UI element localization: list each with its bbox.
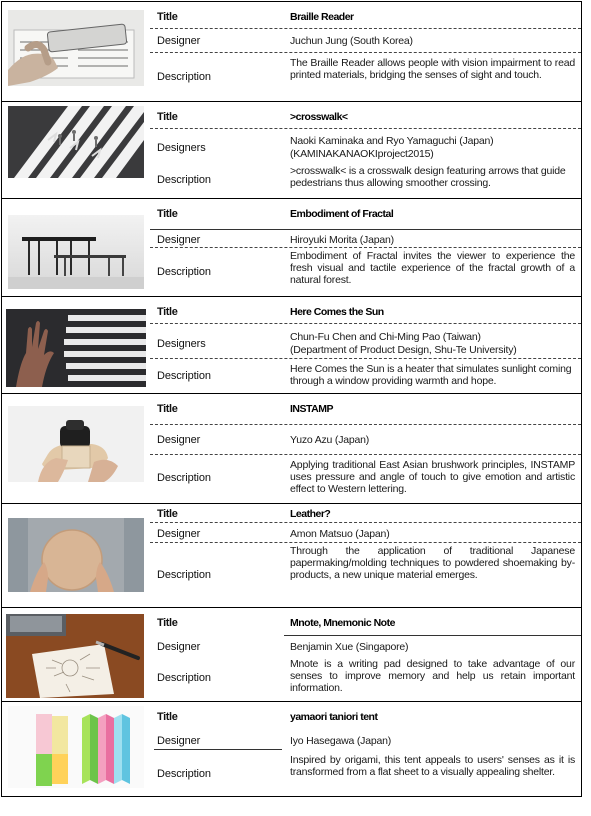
designer-label: Designer (157, 434, 201, 446)
design-title: Here Comes the Sun (290, 306, 384, 318)
title-label: Title (157, 11, 178, 23)
table-row (2, 199, 581, 297)
designer-affiliation: (KAMINAKANAOKIproject2015) (290, 148, 434, 160)
design-description: The Braille Reader allows people with vision impairment to read printed materials, bridging the senses of sight and touch. (290, 57, 575, 81)
description-label: Description (157, 569, 211, 581)
design-title: Mnote, Mnemonic Note (290, 617, 395, 629)
designer-name: Chun-Fu Chen and Chi-Ming Pao (Taiwan) (290, 331, 481, 343)
title-label: Title (157, 111, 178, 123)
title-label: Title (157, 508, 178, 520)
design-title: >crosswalk< (290, 111, 348, 123)
instamp-photo (8, 406, 144, 482)
table-row (2, 394, 581, 504)
design-description: Embodiment of Fractal invites the viewer to experience the fresh visual and tactile experience of the fractal growth of a natural forest. (290, 250, 575, 286)
design-description: Applying traditional East Asian brushwork principles, INSTAMP uses pressure and angle of touch to give emotion and artistic effect to Western lettering. (290, 459, 575, 495)
description-label: Description (157, 266, 211, 278)
design-title: Leather? (290, 508, 331, 520)
mnote-photo (6, 614, 144, 698)
designer-label: Designer (157, 735, 201, 747)
fractal-furniture-photo (8, 215, 144, 289)
designer-name: Naoki Kaminaka and Ryo Yamaguchi (Japan) (290, 135, 494, 147)
designer-name: Benjamin Xue (Singapore) (290, 641, 409, 653)
title-label: Title (157, 617, 178, 629)
designer-name: Amon Matsuo (Japan) (290, 528, 390, 540)
design-title: Embodiment of Fractal (290, 208, 394, 220)
designers-label: Designers (157, 142, 206, 154)
description-label: Description (157, 768, 211, 780)
leather-material-photo (8, 518, 144, 592)
description-label: Description (157, 472, 211, 484)
braille-reader-photo (8, 10, 144, 86)
origami-tent-photo (8, 706, 144, 788)
table-row (2, 102, 581, 199)
table-row (2, 504, 581, 608)
design-title: Braille Reader (290, 11, 354, 23)
crosswalk-photo (8, 106, 144, 178)
table-row (2, 297, 581, 394)
designers-label: Designers (157, 338, 206, 350)
design-description: >crosswalk< is a crosswalk design featuring arrows that guide pedestrians thus allowing smoother crossing. (290, 165, 566, 189)
description-label: Description (157, 174, 211, 186)
table-row (2, 702, 581, 798)
designer-affiliation: (Department of Product Design, Shu-Te University) (290, 344, 517, 356)
designer-name: Juchun Jung (South Korea) (290, 35, 413, 47)
designer-name: Iyo Hasegawa (Japan) (290, 735, 392, 747)
designer-name: Hiroyuki Morita (Japan) (290, 234, 394, 246)
description-label: Description (157, 370, 211, 382)
designer-label: Designer (157, 35, 201, 47)
designer-label: Designer (157, 528, 201, 540)
design-description: Through the application of traditional Japanese papermaking/molding techniques to powdered shoemaking by-products, a new unique material emerges. (290, 545, 575, 581)
design-description: Inspired by origami, this tent appeals to users' senses as it is transformed from a flat sheet to a visually appealing shelter. (290, 754, 575, 778)
design-title: yamaori taniori tent (290, 711, 378, 723)
title-label: Title (157, 711, 178, 723)
design-description: Here Comes the Sun is a heater that simulates sunlight coming through a window providing warmth and hope. (290, 363, 572, 387)
designer-label: Designer (157, 641, 201, 653)
title-label: Title (157, 208, 178, 220)
designs-table (1, 1, 582, 797)
description-label: Description (157, 71, 211, 83)
designer-name: Yuzo Azu (Japan) (290, 434, 370, 446)
title-label: Title (157, 306, 178, 318)
designer-label: Designer (157, 234, 201, 246)
design-description: Mnote is a writing pad designed to take advantage of our senses to improve memory and help us retain important information. (290, 658, 575, 694)
sun-heater-photo (6, 309, 146, 387)
table-row (2, 2, 581, 102)
table-row (2, 608, 581, 702)
description-label: Description (157, 672, 211, 684)
title-label: Title (157, 403, 178, 415)
design-title: INSTAMP (290, 403, 333, 415)
